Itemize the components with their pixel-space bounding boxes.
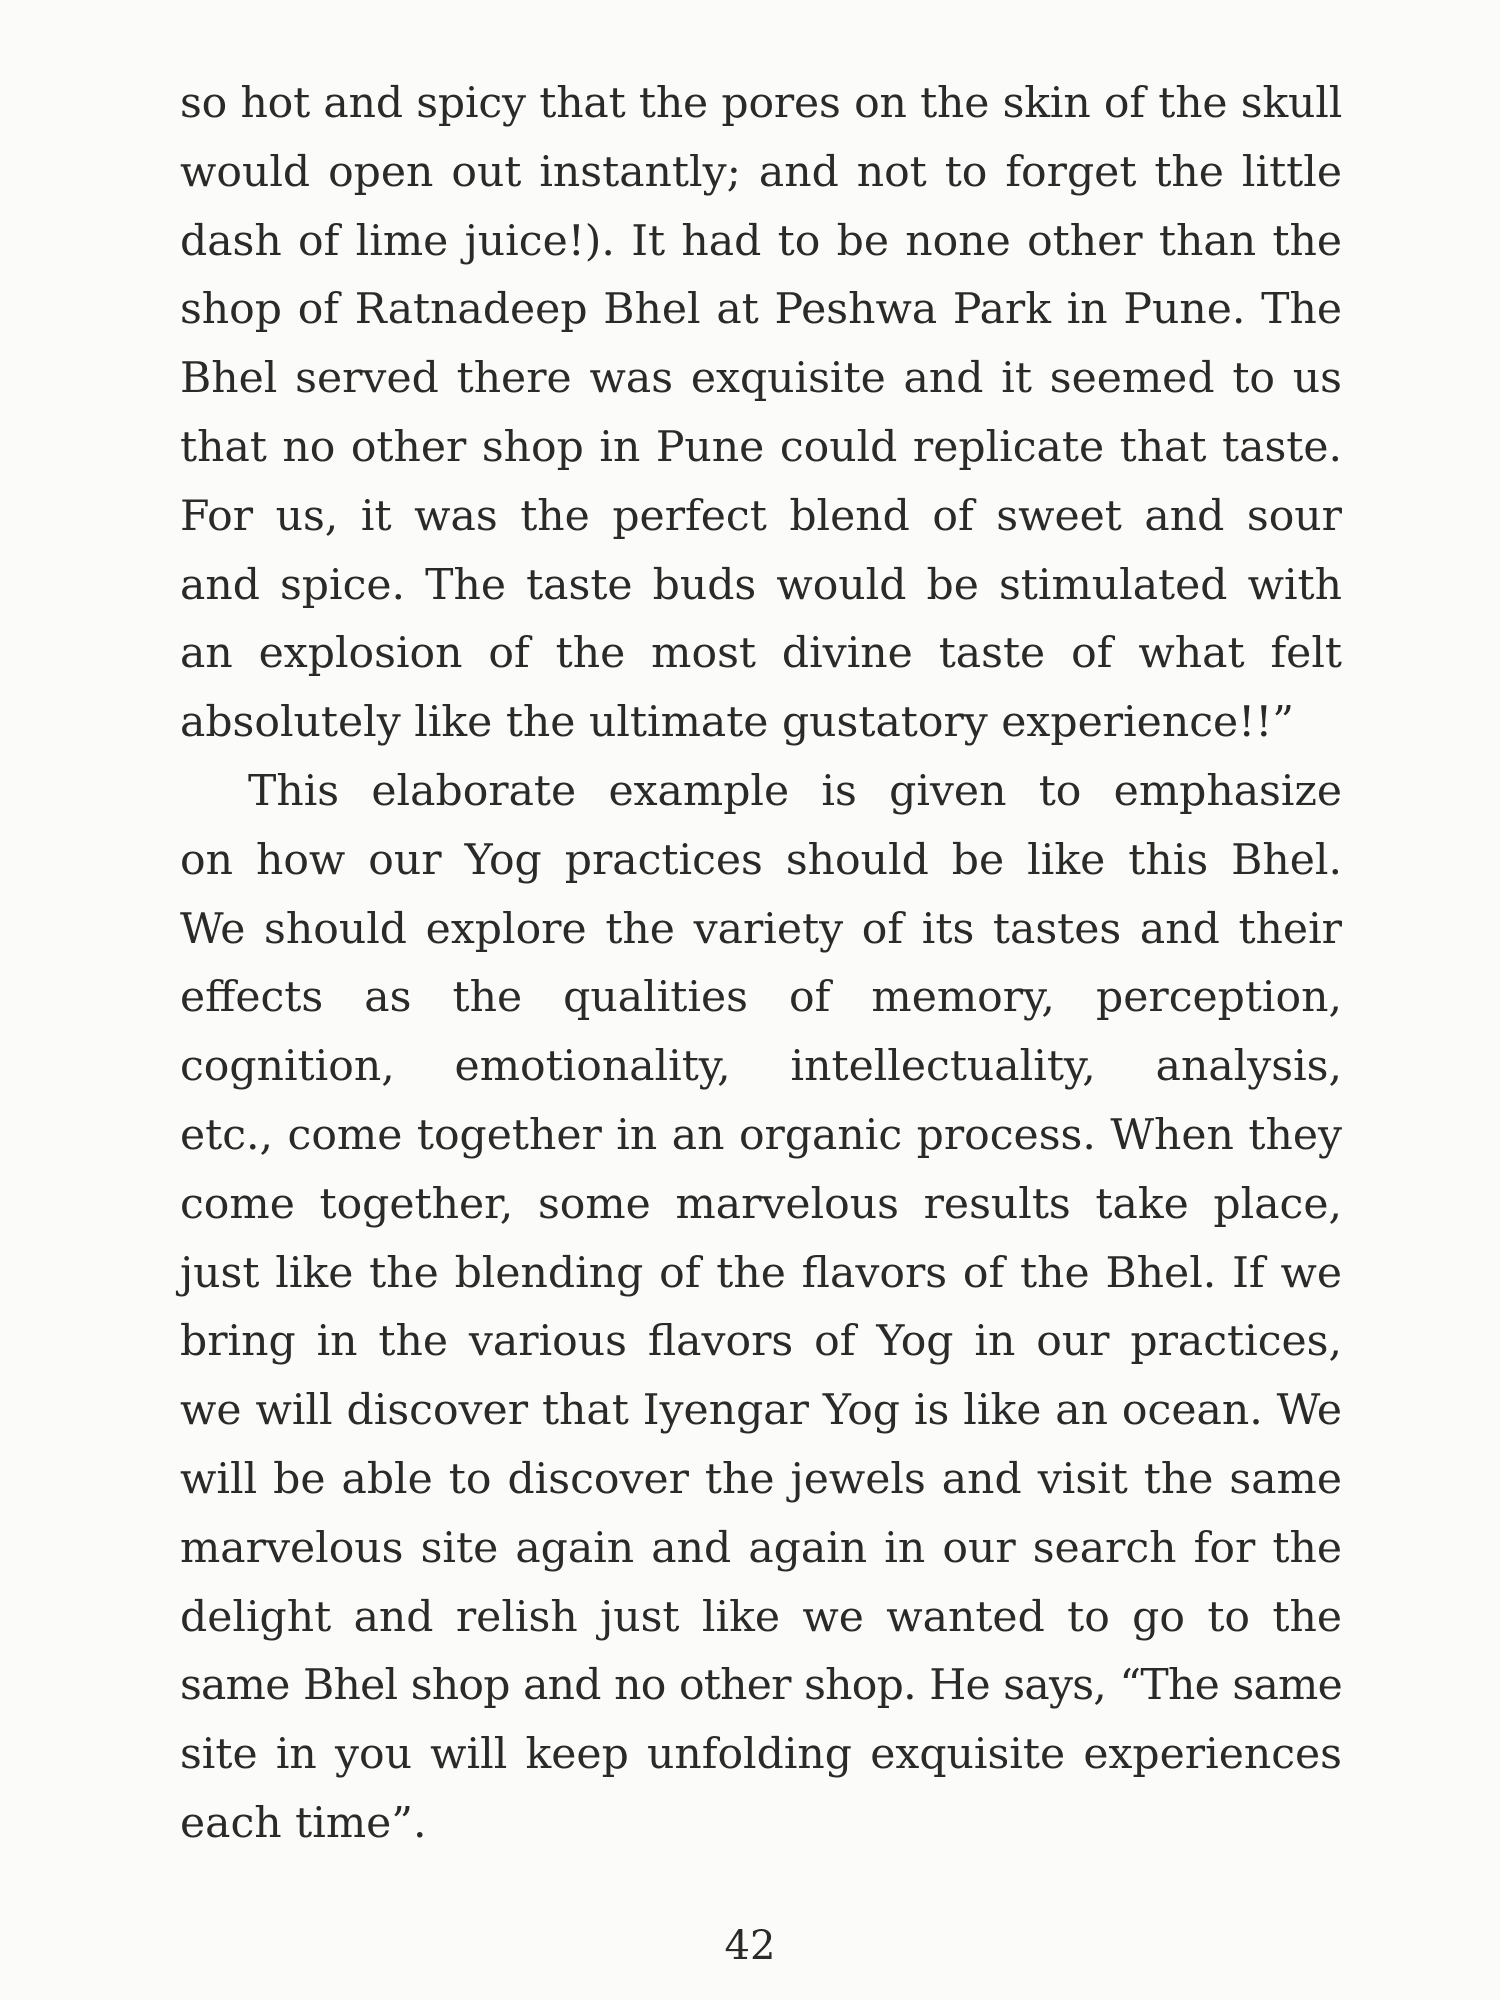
text-line: each time”. [180, 1798, 427, 1848]
text-line: just like the blending of the flavors of the Bhel. If we [180, 1248, 1342, 1298]
text-line: We should explore the variety of its tastes and their [180, 904, 1342, 954]
text-line: site in you will keep unfolding exquisite experiences [180, 1730, 1342, 1780]
paragraph-1 [180, 70, 1342, 758]
text-line: we will discover that Iyengar Yog is like an ocean. We [180, 1386, 1342, 1436]
text-line: effects as the qualities of memory, perception, [180, 973, 1342, 1023]
text-line: This elaborate example is given to emphasize [248, 766, 1342, 816]
body-text [180, 70, 1342, 1859]
text-line: bring in the various flavors of Yog in our practices, [180, 1317, 1342, 1367]
text-line: so hot and spicy that the pores on the skin of the skull [180, 79, 1343, 128]
text-line: and spice. The taste buds would be stimulated with [180, 560, 1342, 610]
text-line: etc., come together in an organic process. When they [180, 1110, 1342, 1160]
text-line: would open out instantly; and not to forget the little [180, 147, 1342, 197]
text-line: come together, some marvelous results take place, [180, 1179, 1342, 1229]
text-line: marvelous site again and again in our search for the [180, 1523, 1342, 1573]
text-line: Bhel served there was exquisite and it seemed to us [180, 354, 1342, 404]
text-line: same Bhel shop and no other shop. He says, “The same [180, 1661, 1342, 1711]
text-line: on how our Yog practices should be like this Bhel. [180, 835, 1342, 885]
text-line: absolutely like the ultimate gustatory experience!!” [180, 698, 1295, 748]
text-line: shop of Ratnadeep Bhel at Peshwa Park in Pune. The [180, 285, 1342, 335]
text-line: will be able to discover the jewels and visit the same [180, 1454, 1342, 1504]
text-line: an explosion of the most divine taste of what felt [180, 629, 1342, 679]
text-line: dash of lime juice!). It had to be none other than the [180, 216, 1342, 266]
text-line: that no other shop in Pune could replicate that taste. [180, 422, 1342, 472]
paragraph-2 [180, 758, 1342, 1859]
text-line: For us, it was the perfect blend of sweet and sour [180, 491, 1342, 541]
text-line: cognition, emotionality, intellectuality, analysis, [180, 1042, 1342, 1092]
text-line: delight and relish just like we wanted to go to the [180, 1592, 1342, 1642]
page-number: 42 [724, 1923, 776, 1969]
